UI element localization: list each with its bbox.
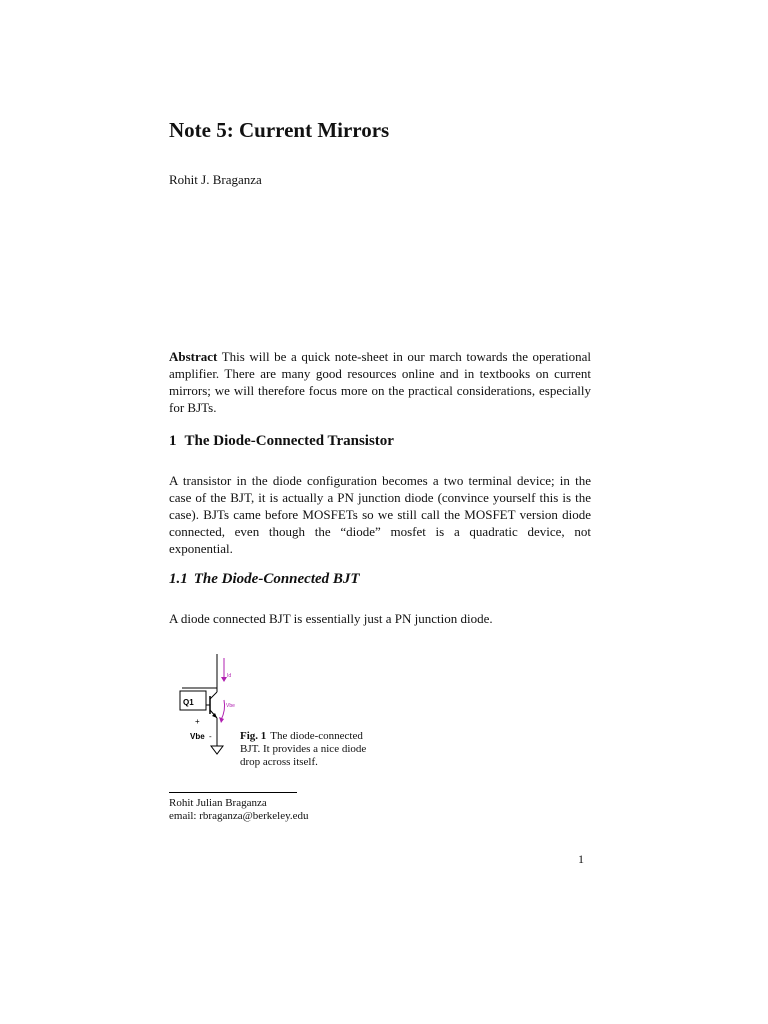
page-number: 1 xyxy=(578,852,584,866)
section-body: A transistor in the diode configuration becomes a two terminal device; in the case of the BJT, it is actually a PN junction diode (convince yourself this is the case). BJTs came before MOSFETs so we still call the MOSFET version diode connected, even though the “diode” mosfet is a quadratic device, not exponential. xyxy=(169,473,591,556)
current-label: Id xyxy=(227,673,232,679)
subsection-number: 1.1 xyxy=(169,571,188,587)
subsection-body: A diode connected BJT is essentially just a PN junction diode. xyxy=(169,611,493,626)
subsection-heading xyxy=(169,571,360,588)
abstract-text: This will be a quick note-sheet in our march towards the operational amplifier. There are many good resources online and in textbooks on current mirrors; we will therefore focus more on the practical considerations, especially for BJTs. xyxy=(169,349,591,415)
figure-caption xyxy=(240,730,370,769)
transistor-label: Q1 xyxy=(183,698,194,707)
subsection-title: The Diode-Connected BJT xyxy=(193,571,360,587)
vbe-annot-arc xyxy=(221,700,225,720)
figure-label: Fig. 1 xyxy=(240,730,267,742)
circuit-diagram xyxy=(168,650,248,765)
minus-label: - xyxy=(209,732,212,741)
author-name: Rohit J. Braganza xyxy=(169,172,262,187)
footnote-name: Rohit Julian Braganza xyxy=(169,797,267,809)
abstract xyxy=(169,348,591,416)
ground-symbol xyxy=(211,746,223,754)
figure-caption-text: The diode-connected BJT. It provides a nice diode drop across itself. xyxy=(240,730,367,768)
footnote-rule xyxy=(169,792,297,793)
paper-title: Note 5: Current Mirrors xyxy=(169,118,390,142)
collector-leg xyxy=(210,692,217,699)
footnote-email: email: rbraganza@berkeley.edu xyxy=(169,810,309,822)
section-title: The Diode-Connected Transistor xyxy=(184,433,394,449)
vbe-annot-label: Vbe xyxy=(226,703,235,709)
vbe-label: Vbe xyxy=(190,732,205,741)
section-heading xyxy=(169,433,394,450)
section-number: 1 xyxy=(169,433,177,449)
abstract-label: Abstract xyxy=(169,349,218,364)
plus-label: + xyxy=(195,717,200,726)
